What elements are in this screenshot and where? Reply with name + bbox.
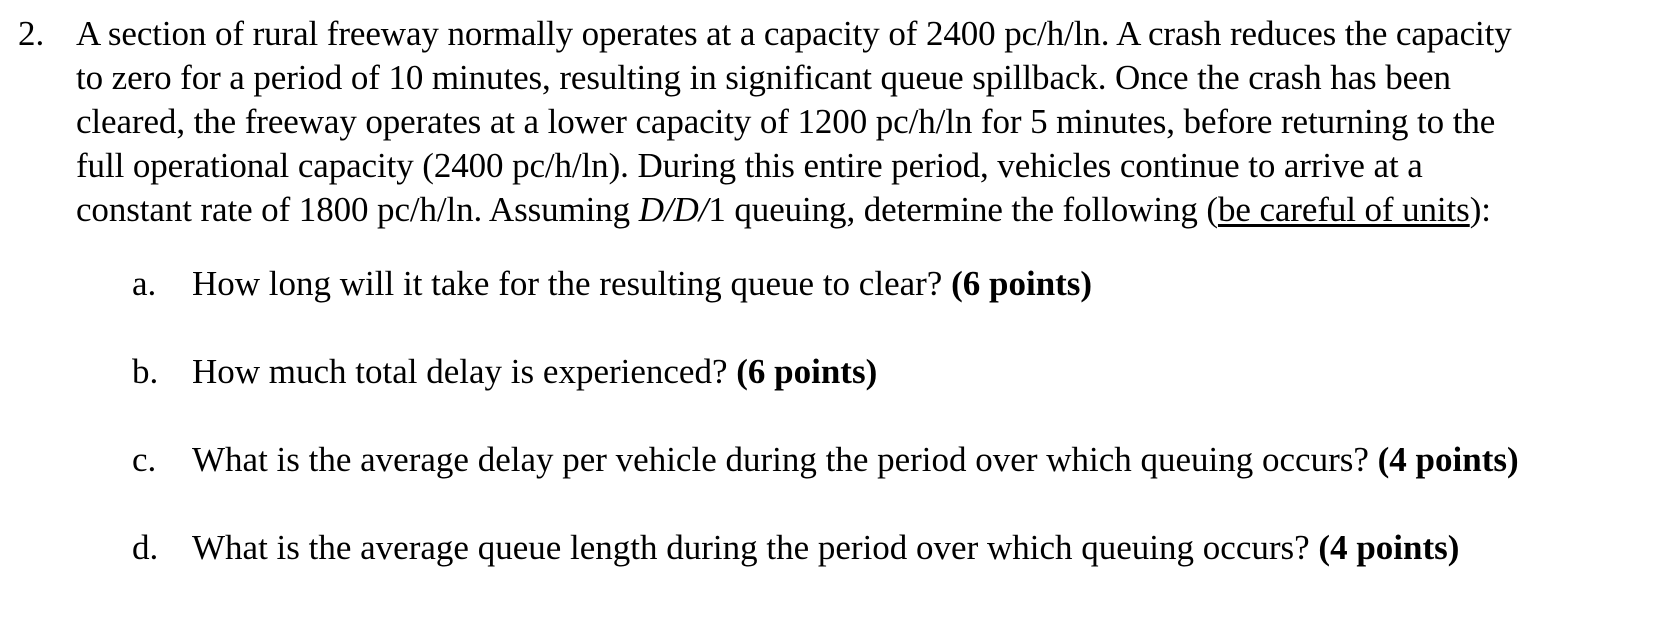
part-question: What is the average queue length during the period over which queuing occurs?: [192, 528, 1319, 567]
part-question: How long will it take for the resulting queue to clear?: [192, 264, 952, 303]
question-part-b: [132, 350, 1662, 438]
part-points: (4 points): [1377, 440, 1519, 479]
part-text: [192, 438, 1519, 482]
part-points: (6 points): [951, 264, 1093, 303]
question-part-c: [132, 438, 1662, 526]
stem-line-4: full operational capacity (2400 pc/h/ln). During this entire period, vehicles continue to arrive at a: [76, 146, 1423, 185]
problem-2: [18, 12, 1668, 232]
stem-line-5-end: ):: [1469, 190, 1491, 229]
stem-line-5-lead: constant rate of 1800 pc/h/ln. Assuming: [76, 190, 639, 229]
stem-line-5: [76, 188, 1668, 232]
stem-line-3: cleared, the freeway operates at a lower capacity of 1200 pc/h/ln for 5 minutes, before returning to the: [76, 102, 1496, 141]
problem-statement: [76, 12, 1668, 232]
problem-number: 2.: [18, 14, 45, 53]
part-text: [192, 262, 1092, 306]
part-letter: d.: [132, 528, 159, 567]
part-text: [192, 526, 1459, 570]
part-points: (6 points): [736, 352, 878, 391]
part-text: [192, 350, 877, 394]
part-letter: b.: [132, 352, 159, 391]
question-parts: [132, 262, 1662, 614]
stem-line-2: to zero for a period of 10 minutes, resulting in significant queue spillback. Once the crash has been: [76, 58, 1451, 97]
stem-line-5-tail: 1 queuing, determine the following (: [708, 190, 1218, 229]
question-part-a: [132, 262, 1662, 350]
stem-line-1: A section of rural freeway normally operates at a capacity of 2400 pc/h/ln. A crash reduces the capacity: [76, 14, 1512, 53]
question-part-d: [132, 526, 1662, 614]
part-letter: c.: [132, 440, 157, 479]
queue-model-notation: D/D/: [638, 190, 709, 229]
problem-stem: [18, 12, 1668, 232]
part-question: How much total delay is experienced?: [192, 352, 737, 391]
part-points: (4 points): [1318, 528, 1460, 567]
part-letter: a.: [132, 264, 157, 303]
units-warning: be careful of units: [1217, 190, 1470, 229]
part-question: What is the average delay per vehicle during the period over which queuing occurs?: [192, 440, 1378, 479]
